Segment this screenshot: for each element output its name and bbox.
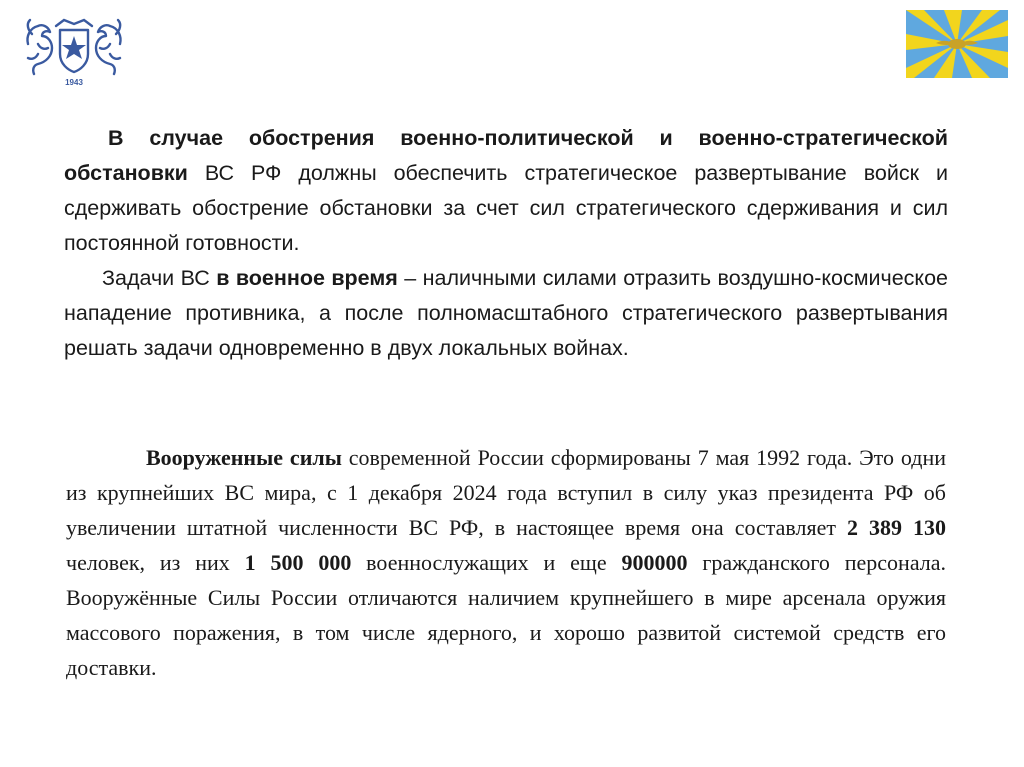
logo-year: 1943: [65, 78, 83, 87]
paragraph1-bold: В случае обострения военно-политической и военно-стратегической обстановки: [64, 126, 948, 185]
military-tasks-section: [64, 121, 948, 366]
paragraph1-text: ВС РФ должны обеспечить стратегическое развертывание войск и сдерживать обострение обстановки за счет сил стратегического сдерживания и сил постоянной готовности.: [64, 161, 948, 255]
paragraph3-text2: человек, из них: [66, 550, 245, 575]
paragraph3-text1: современной России сформированы 7 мая 1992 года. Это одни из крупнейших ВС мира, с 1 декабря 2024 года вступил в силу указ президента РФ об увеличении штатной численности ВС РФ, в настоящее время она составляет: [66, 445, 946, 540]
griffin-emblem-icon: [22, 14, 126, 78]
paragraph3-text3: военнослужащих и еще: [351, 550, 622, 575]
paragraph-wartime-tasks: [64, 261, 948, 366]
university-logo: [22, 14, 126, 94]
paragraph2-bold: в военное время: [216, 266, 398, 290]
paragraph3-bold1: Вооруженные силы: [146, 445, 342, 470]
paragraph-armed-forces: [66, 440, 946, 685]
air-force-flag-icon: [906, 10, 1008, 78]
armed-forces-section: [66, 440, 946, 685]
paragraph3-bold3: 1 500 000: [244, 550, 352, 575]
paragraph-crisis-tasks: [64, 121, 948, 261]
paragraph2-text: – наличными силами отразить воздушно-космическое нападение противника, а после полномасштабного стратегического развертывания решать задачи одновременно в двух локальных войнах.: [64, 266, 948, 360]
paragraph3-bold4: 900000: [621, 550, 688, 575]
paragraph3-bold2: 2 389 130: [847, 515, 946, 540]
paragraph3-text4: гражданского персонала. Вооружённые Силы России отличаются наличием крупнейшего в мире арсенала оружия массового поражения, в том числе ядерного, и хорошо развитой системой средств его доставки.: [66, 550, 947, 680]
paragraph2-pre: Задачи ВС: [102, 266, 217, 290]
air-force-flag: [906, 10, 1008, 78]
